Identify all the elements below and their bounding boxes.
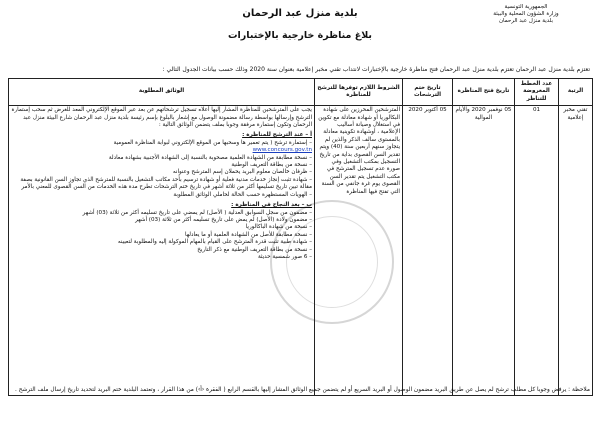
republic-label: الجمهورية التونسية <box>504 4 548 10</box>
doc-item: – إستمارة ترشح ( يتم تعمير ها وسحبها من الموقع الإلكتروني لبوابة المناظرة العمومية <box>113 139 312 146</box>
ministry-label: وزارة الشؤون المحلية والبيئة <box>493 11 559 17</box>
header-documents: الوثائق المطلوبة <box>9 79 315 106</box>
doc-item: – شهادة تثبت إنجاز خدمات مدنية فعلية أو شهادة ترسيم بأحد مكاتب التشغيل بالنسبة للمترشح الذي تجاوز السن القانونية بصفة مقالة تبين تاريخ تسليمها أكثر من ثلاثة أشهر في تاريخ ختم الترشحات تطرح مدة هذه الخدمات من السن القصوى للمعني بالأمر <box>20 176 312 191</box>
cell-documents <box>9 106 315 396</box>
cell-close-date: 05 أكتوبر 2020 <box>403 106 453 396</box>
section-a-title: أ – عند الترشح للمناظرة : <box>242 132 312 139</box>
page-title: بلدية منزل عبد الرحمان <box>242 8 358 19</box>
header-count: عدد الخطط المعروضة للتناظر <box>515 79 559 106</box>
doc-item: – نسخة من بطاقة التعريف الوطنية مع ذكر التاريخ <box>197 246 312 253</box>
municipality-label: بلدية منزل عبد الرحمان <box>499 18 553 24</box>
table-header-row <box>9 79 593 106</box>
table-row <box>9 106 593 396</box>
doc-item: – نسخة مطابقة للأصل من الشهادة العلمية أو ما يعادلها <box>185 231 312 238</box>
documents-intro: يجب على المترشحين للمناظرة المشار إليها أعلاه تسجيل ترشحاتهم عن بعد عبر الموقع الإلكتروني المعد للغرض ثم سحب إستمارة الترشح وإرسالها بواسطة رسالة مضمونة الوصول مع إشعار بالبلوغ بإسم رئيسة بلدية منزل عبد الرحمان شارع البيئة منزل عبد الرحمان وتكون إستمارة مرفقة وجوبا بملف يتضمن الوثائق التالية : <box>11 107 312 129</box>
competition-table <box>8 78 593 396</box>
cell-count: 01 <box>515 106 559 396</box>
doc-item: – شهادة طبية تثبت قدرة المترشح على القيام بالمهام الموكولة إليه والمطلوبة لتعيينه <box>117 239 312 246</box>
doc-item: – مضمون ولادة (الأصل) لم يمض على تاريخ تسليمه أكثر من ثلاثة (03) أشهر <box>135 216 312 223</box>
doc-item: – مضمون من سجل السوابق العدلية ( الأصل) لم يمضي على تاريخ تسليمه أكثر من ثلاثة (03) أشهر <box>82 209 312 216</box>
cell-rank: تقني مخبر إعلامية <box>559 106 593 396</box>
doc-item: – نسخة من شهادة الباكالوريا <box>245 224 312 231</box>
page-subtitle: بلاغ مناظرة خارجية بالإختبارات <box>227 30 372 41</box>
doc-item: – نسخة مطابقة من الشهادة العلمية مصحوبة بالنسبة إلى الشهادة الأجنبية بشهادة معادلة <box>108 154 312 161</box>
header-rank: الرتبة <box>559 79 593 106</box>
concours-link[interactable]: www.concours.gov.tn <box>252 147 312 154</box>
note-text: ملاحظة : يرفض وجوبا كل مطلب ترشح لم يصل عن طريق البريد مضمون الوصول أو البريد السريع أو لم يتضمن جميع الوثائق المشار إليها بالقسم الرابع ( الفقرة ‹أ›) من هذا القرار ، وتعتمد البلدية ختم البريد لتحديد تاريخ إرسال ملف الترشح . <box>15 387 590 393</box>
doc-item: – الهويات المستظهرة حسب الحالة لحاملي الوثائق المطلوبة <box>173 191 312 198</box>
section-b-title: ب – بعد النجاح في المناظرة : <box>231 202 312 209</box>
doc-item: – 6 صور شمسية حديثة <box>257 253 312 260</box>
doc-item: – ظرفان خالصان معلوم البريد يحملان إسم المترشح وعنوانه <box>172 169 312 176</box>
cell-open-date: 05 نوفمبر 2020 والأيام الموالية <box>453 106 515 396</box>
cell-conditions: المترشحين المحرزين على شهادة البكالوريا أو شهادة معادلة مع تكوين في استغلال وصيانة أساليب الإعلامية ، أوشهادة تكوينية معادلة بالمستوى سالف الذكر والذين لم يتجاوز سنهم أربعين سنة (40) ويتم تقدير السن القصوى بداية من تاريخ التسجيل بمكتب التشغيل وفي صورة عدم تسجيل المترشح في مكتب التشغيل يتم تقدير السن القصوى يوم غرة جانفي من السنة التي تفتح فيها المناظرة <box>315 106 403 396</box>
header-close-date: تاريخ ختم الترشحات <box>403 79 453 106</box>
doc-item: – نسخة من بطاقة التعريف الوطنية <box>231 162 312 169</box>
header-conditions: الشروط اللازم توفرها للترشح للمناظرة <box>315 79 403 106</box>
header-open-date: تاريخ فتح المناظرة <box>453 79 515 106</box>
intro-text: تعتزم بلدية منزل عبد الرحمان تعتزم بلدية منزل عبد الرحمان فتح مناظرة خارجية بالإختبارات لانتداب تقني مخبر إعلامية بعنوان سنة 2020 وذلك حسب بيانات الجدول التالي : <box>162 66 590 73</box>
